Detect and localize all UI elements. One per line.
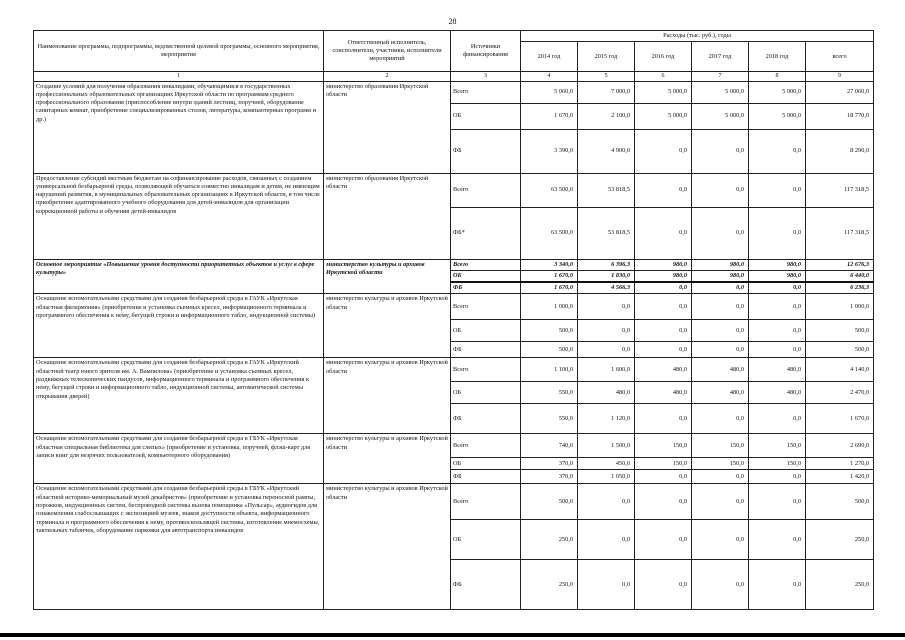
year-value: 0,0 bbox=[578, 320, 635, 342]
year-value: 980,0 bbox=[692, 270, 749, 282]
measure-description: Оснащение вспомогательными средствами для создания безбарьерной среды в ГАУК «Иркутский областной театр юного зрителя им. А. Вампилова» (приобретение и установка съемных кресел, раздвижных телескопических пандусов, информационного терминала и программного обеспечения к нему, бегущей строки и информационного табло, индукционной системы, автоматической системы открывания дверей) bbox=[34, 358, 324, 434]
year-value: 1 830,0 bbox=[578, 270, 635, 282]
funding-source: Всего bbox=[451, 81, 521, 103]
header-responsible: Ответственный исполнитель, соисполнители, участники, исполнители мероприятий bbox=[324, 31, 451, 72]
year-value: 0,0 bbox=[692, 173, 749, 207]
year-value: 250,0 bbox=[521, 520, 578, 560]
year-value: 0,0 bbox=[749, 294, 806, 320]
year-value: 0,0 bbox=[749, 470, 806, 484]
year-value: 3 390,0 bbox=[521, 129, 578, 173]
table-row bbox=[34, 259, 874, 270]
funding-source: Всего bbox=[451, 259, 521, 270]
year-value: 370,0 bbox=[521, 470, 578, 484]
total-value: 250,0 bbox=[806, 560, 874, 610]
funding-source: ФБ bbox=[451, 560, 521, 610]
table-row bbox=[34, 81, 874, 103]
year-value: 550,0 bbox=[521, 382, 578, 404]
column-number: 4 bbox=[521, 72, 578, 81]
year-value: 480,0 bbox=[635, 358, 692, 382]
funding-source: ОБ bbox=[451, 320, 521, 342]
year-value: 0,0 bbox=[635, 470, 692, 484]
table-body bbox=[34, 81, 874, 610]
year-value: 2 100,0 bbox=[578, 103, 635, 129]
total-value: 1 000,0 bbox=[806, 294, 874, 320]
year-value: 550,0 bbox=[521, 404, 578, 434]
funding-source: ФБ bbox=[451, 282, 521, 294]
column-number: 3 bbox=[451, 72, 521, 81]
year-value: 53 818,5 bbox=[578, 173, 635, 207]
total-value: 500,0 bbox=[806, 484, 874, 520]
year-value: 0,0 bbox=[635, 207, 692, 259]
year-value: 1 000,0 bbox=[521, 294, 578, 320]
table-row bbox=[34, 294, 874, 320]
year-value: 5 000,0 bbox=[749, 103, 806, 129]
year-value: 0,0 bbox=[635, 294, 692, 320]
year-value: 1 670,0 bbox=[521, 270, 578, 282]
measure-description: Создание условий для получения образования инвалидами, обучающимися в государственных профессиональных образовательных организациях Иркутской области по программам среднего профессионального образования (приспособление внутри зданий лестниц, поручней, оборудование санитарных комнат, приобретение специализированных столов, литературы, компьютерных программ и др.) bbox=[34, 81, 324, 173]
year-value: 0,0 bbox=[578, 560, 635, 610]
header-sources: Источники финансирования bbox=[451, 31, 521, 72]
header-year: 2017 год bbox=[692, 42, 749, 72]
year-value: 500,0 bbox=[521, 320, 578, 342]
total-value: 6 440,0 bbox=[806, 270, 874, 282]
year-value: 0,0 bbox=[578, 484, 635, 520]
total-value: 1 420,0 bbox=[806, 470, 874, 484]
year-value: 0,0 bbox=[635, 129, 692, 173]
total-value: 12 676,3 bbox=[806, 259, 874, 270]
year-value: 0,0 bbox=[692, 294, 749, 320]
year-value: 450,0 bbox=[578, 458, 635, 470]
funding-source: ФБ* bbox=[451, 207, 521, 259]
total-value: 2 470,0 bbox=[806, 382, 874, 404]
expenses-table bbox=[33, 30, 874, 610]
year-value: 480,0 bbox=[692, 382, 749, 404]
year-value: 4 566,3 bbox=[578, 282, 635, 294]
year-value: 1 670,0 bbox=[521, 103, 578, 129]
total-value: 6 236,3 bbox=[806, 282, 874, 294]
year-value: 5 000,0 bbox=[635, 103, 692, 129]
responsible-executor: министерство культуры и архивов Иркутской области bbox=[324, 358, 451, 434]
year-value: 5 000,0 bbox=[692, 103, 749, 129]
responsible-executor: министерство культуры и архивов Иркутской области bbox=[324, 484, 451, 610]
year-value: 0,0 bbox=[635, 520, 692, 560]
table-row bbox=[34, 173, 874, 207]
year-value: 150,0 bbox=[749, 458, 806, 470]
year-value: 150,0 bbox=[635, 458, 692, 470]
year-value: 0,0 bbox=[692, 404, 749, 434]
year-value: 0,0 bbox=[635, 173, 692, 207]
year-value: 0,0 bbox=[635, 560, 692, 610]
total-value: 18 770,0 bbox=[806, 103, 874, 129]
header-year: 2014 год bbox=[521, 42, 578, 72]
year-value: 5 060,0 bbox=[521, 81, 578, 103]
year-value: 6 396,3 bbox=[578, 259, 635, 270]
measure-description: Оснащение вспомогательными средствами для создания безбарьерной среды в ГБУК «Иркутская областная специальная библиотека для слепых» (приобретение и установка, поручней, флэш-карт для записи книг для незрячих пользователей, компьютерного оборудования) bbox=[34, 434, 324, 484]
year-value: 0,0 bbox=[749, 173, 806, 207]
measure-description: Предоставление субсидий местным бюджетам на софинансирование расходов, связанных с созданием универсальной безбарьерной среды, позволяющей обучаться совместно инвалидам и детям, не имеющим нарушений развития, в муниципальных образовательных организациях в Иркутской области, в том числе приобретение адаптированного учебного оборудования для детей-инвалидов для организации коррекционной работы и обучения детей-инвалидов bbox=[34, 173, 324, 259]
total-value: 4 140,0 bbox=[806, 358, 874, 382]
column-number: 1 bbox=[34, 72, 324, 81]
year-value: 5 000,0 bbox=[749, 81, 806, 103]
responsible-executor: министерство культуры и архивов Иркутской области bbox=[324, 294, 451, 358]
header-year: 2016 год bbox=[635, 42, 692, 72]
year-value: 0,0 bbox=[578, 520, 635, 560]
year-value: 150,0 bbox=[749, 434, 806, 458]
year-value: 0,0 bbox=[635, 404, 692, 434]
year-value: 4 900,0 bbox=[578, 129, 635, 173]
year-value: 0,0 bbox=[749, 520, 806, 560]
year-value: 150,0 bbox=[692, 434, 749, 458]
year-value: 480,0 bbox=[692, 358, 749, 382]
year-value: 480,0 bbox=[749, 382, 806, 404]
year-value: 480,0 bbox=[578, 382, 635, 404]
header-expenses: Расходы (тыс. руб.), годы bbox=[521, 31, 874, 42]
year-value: 980,0 bbox=[635, 259, 692, 270]
measure-description: Оснащение вспомогательными средствами для создания безбарьерной среды в ГАУК «Иркутская областная филармония» (приобретение и установка съемных кресел, информационного терминала и программного обеспечения к нему, бегущей строки и информационного табло, индукционной системы) bbox=[34, 294, 324, 358]
year-value: 0,0 bbox=[578, 342, 635, 358]
year-value: 740,0 bbox=[521, 434, 578, 458]
measure-description: Основное мероприятие «Повышение уровня доступности приоритетных объектов и услуг в сфере культуры» bbox=[34, 259, 324, 294]
year-value: 0,0 bbox=[578, 294, 635, 320]
year-value: 1 120,0 bbox=[578, 404, 635, 434]
column-number: 7 bbox=[692, 72, 749, 81]
page-number: 28 bbox=[448, 17, 457, 26]
funding-source: ОБ bbox=[451, 103, 521, 129]
year-value: 0,0 bbox=[692, 207, 749, 259]
funding-source: ФБ bbox=[451, 470, 521, 484]
total-value: 250,0 bbox=[806, 520, 874, 560]
year-value: 0,0 bbox=[635, 320, 692, 342]
year-value: 3 340,0 bbox=[521, 259, 578, 270]
year-value: 0,0 bbox=[749, 484, 806, 520]
year-value: 0,0 bbox=[692, 484, 749, 520]
funding-source: Всего bbox=[451, 434, 521, 458]
year-value: 63 500,0 bbox=[521, 207, 578, 259]
funding-source: ОБ bbox=[451, 382, 521, 404]
total-value: 2 690,0 bbox=[806, 434, 874, 458]
year-value: 0,0 bbox=[635, 342, 692, 358]
total-value: 500,0 bbox=[806, 320, 874, 342]
column-number: 5 bbox=[578, 72, 635, 81]
column-number: 6 bbox=[635, 72, 692, 81]
responsible-executor: министерство культуры и архивов Иркутской области bbox=[324, 259, 451, 294]
year-value: 0,0 bbox=[749, 560, 806, 610]
year-value: 0,0 bbox=[749, 282, 806, 294]
year-value: 0,0 bbox=[692, 520, 749, 560]
year-value: 0,0 bbox=[635, 484, 692, 520]
funding-source: Всего bbox=[451, 294, 521, 320]
year-value: 0,0 bbox=[692, 282, 749, 294]
year-value: 1 670,0 bbox=[521, 282, 578, 294]
year-value: 0,0 bbox=[749, 129, 806, 173]
year-value: 7 000,0 bbox=[578, 81, 635, 103]
year-value: 0,0 bbox=[692, 470, 749, 484]
funding-source: Всего bbox=[451, 358, 521, 382]
funding-source: Всего bbox=[451, 173, 521, 207]
year-value: 0,0 bbox=[692, 560, 749, 610]
year-value: 0,0 bbox=[692, 129, 749, 173]
year-value: 0,0 bbox=[749, 207, 806, 259]
total-value: 1 270,0 bbox=[806, 458, 874, 470]
table-row bbox=[34, 484, 874, 520]
funding-source: Всего bbox=[451, 484, 521, 520]
year-value: 150,0 bbox=[635, 434, 692, 458]
table-row bbox=[34, 358, 874, 382]
responsible-executor: министерство образования Иркутской области bbox=[324, 81, 451, 173]
total-value: 8 290,0 bbox=[806, 129, 874, 173]
total-value: 500,0 bbox=[806, 342, 874, 358]
funding-source: ОБ bbox=[451, 520, 521, 560]
year-value: 370,0 bbox=[521, 458, 578, 470]
column-number: 2 bbox=[324, 72, 451, 81]
funding-source: ФБ bbox=[451, 129, 521, 173]
header-year: 2018 год bbox=[749, 42, 806, 72]
header-total: всего bbox=[806, 42, 874, 72]
funding-source: ОБ bbox=[451, 458, 521, 470]
year-value: 150,0 bbox=[692, 458, 749, 470]
year-value: 0,0 bbox=[749, 404, 806, 434]
page-bottom-border bbox=[0, 633, 905, 637]
year-value: 53 818,5 bbox=[578, 207, 635, 259]
responsible-executor: министерство образования Иркутской области bbox=[324, 173, 451, 259]
year-value: 980,0 bbox=[749, 259, 806, 270]
total-value: 117 318,5 bbox=[806, 173, 874, 207]
year-value: 980,0 bbox=[635, 270, 692, 282]
total-value: 27 060,0 bbox=[806, 81, 874, 103]
year-value: 5 000,0 bbox=[692, 81, 749, 103]
year-value: 500,0 bbox=[521, 342, 578, 358]
year-value: 0,0 bbox=[692, 342, 749, 358]
year-value: 0,0 bbox=[635, 282, 692, 294]
year-value: 1 050,0 bbox=[578, 470, 635, 484]
year-value: 980,0 bbox=[692, 259, 749, 270]
responsible-executor: министерство культуры и архивов Иркутской области bbox=[324, 434, 451, 484]
measure-description: Оснащение вспомогательными средствами для создания безбарьерной среды в ГБУК «Иркутский областной историко-мемориальный музей декабристов» (приобретение и установка переносной рампы, порожков, индукционных систем, беспроводной системы вызова помощника «Пульсар», аудиогидов для ознакомления слабослышащих с экспозицией музеев, знаков доступности объекта, информационного терминала и программного обеспечения к нему, противоскользящей системы, изготовление мнемосхемы, тактильных табличек, оборудование парковки для автотранспорта инвалидов bbox=[34, 484, 324, 610]
year-value: 63 500,0 bbox=[521, 173, 578, 207]
year-value: 1 600,0 bbox=[578, 358, 635, 382]
year-value: 250,0 bbox=[521, 560, 578, 610]
total-value: 117 318,5 bbox=[806, 207, 874, 259]
year-value: 1 500,0 bbox=[578, 434, 635, 458]
column-number: 9 bbox=[806, 72, 874, 81]
year-value: 1 100,0 bbox=[521, 358, 578, 382]
year-value: 480,0 bbox=[635, 382, 692, 404]
total-value: 1 670,0 bbox=[806, 404, 874, 434]
funding-source: ФБ bbox=[451, 404, 521, 434]
column-number: 8 bbox=[749, 72, 806, 81]
year-value: 480,0 bbox=[749, 358, 806, 382]
year-value: 0,0 bbox=[749, 342, 806, 358]
funding-source: ОБ bbox=[451, 270, 521, 282]
year-value: 0,0 bbox=[749, 320, 806, 342]
year-value: 0,0 bbox=[692, 320, 749, 342]
year-value: 5 000,0 bbox=[635, 81, 692, 103]
header-year: 2015 год bbox=[578, 42, 635, 72]
header-program: Наименование программы, подпрограммы, ведомственной целевой программы, основного мероприятия, мероприятия bbox=[34, 31, 324, 72]
year-value: 980,0 bbox=[749, 270, 806, 282]
funding-source: ФБ bbox=[451, 342, 521, 358]
table-row bbox=[34, 434, 874, 458]
year-value: 500,0 bbox=[521, 484, 578, 520]
